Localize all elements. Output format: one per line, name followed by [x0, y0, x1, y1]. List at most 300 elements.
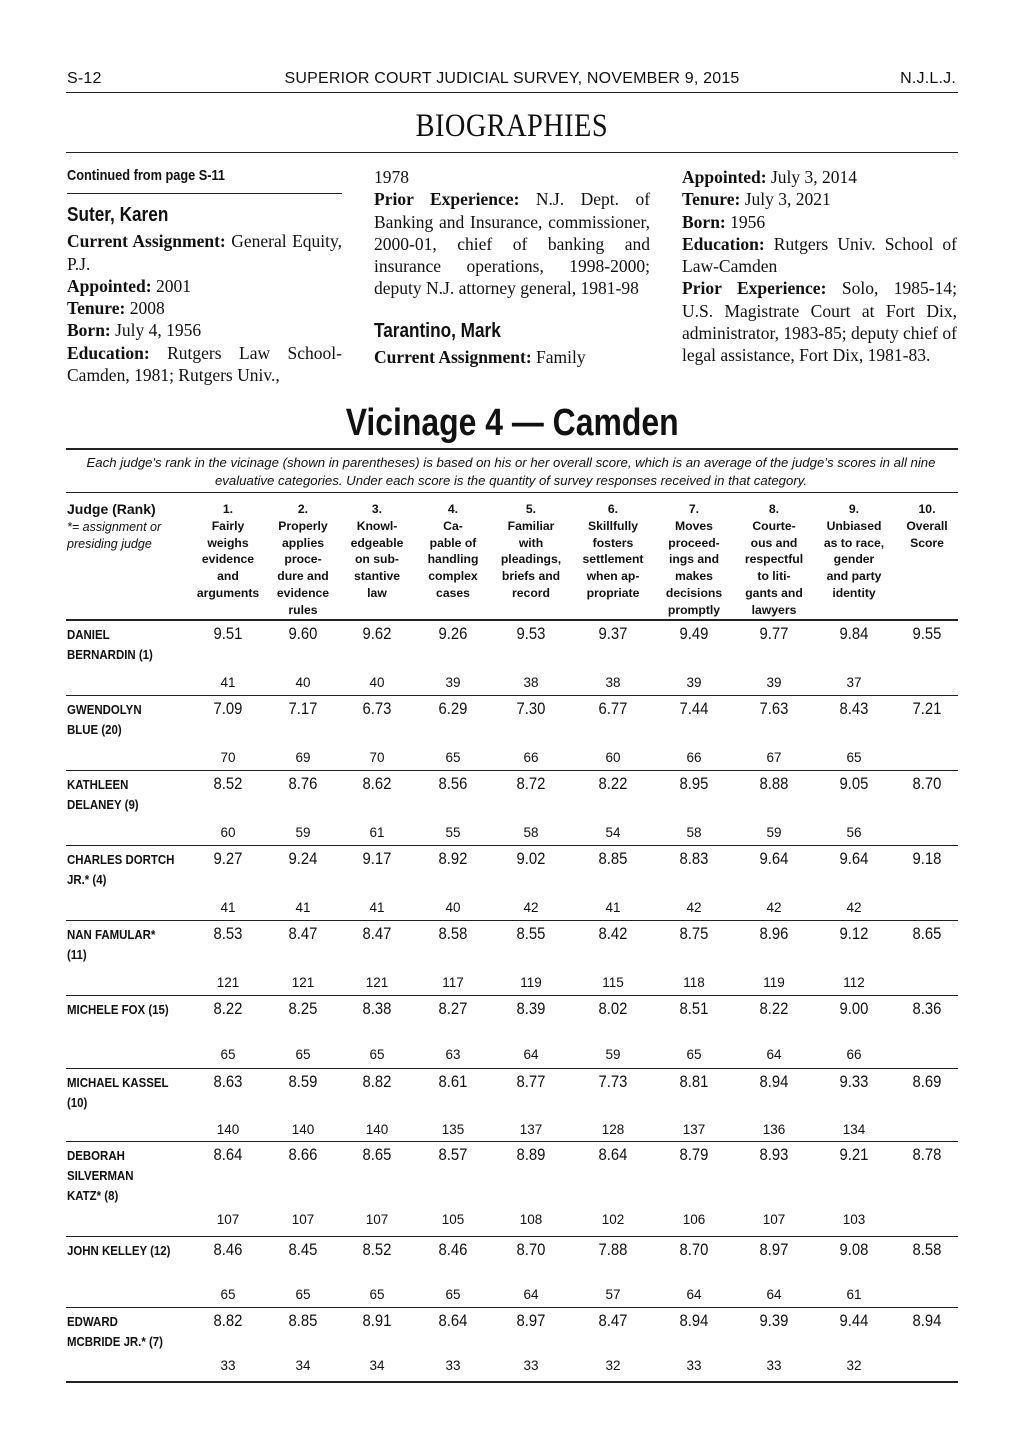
- category-score: 9.12: [839, 925, 869, 943]
- judge-name-line: (11): [67, 947, 87, 962]
- response-count: 134: [842, 1122, 866, 1137]
- response-count: 58: [686, 825, 702, 840]
- response-count: 108: [519, 1212, 543, 1227]
- column-label-line: handling: [427, 552, 479, 567]
- category-score: 8.72: [516, 775, 546, 793]
- category-score: 8.89: [516, 1146, 546, 1164]
- label-tenure: Tenure:: [682, 189, 741, 210]
- row-divider: [66, 1068, 958, 1069]
- column-label-line: fosters: [592, 535, 634, 550]
- publication-name: N.J.L.J.: [900, 70, 956, 87]
- category-score: 8.22: [759, 1000, 789, 1018]
- response-count: 38: [523, 675, 539, 690]
- column-label-line: decisions: [665, 585, 723, 600]
- intro-rule: [66, 492, 958, 493]
- column-label-line: Unbiased: [826, 518, 882, 533]
- column-number: 8.: [768, 502, 780, 516]
- category-score: 8.58: [438, 925, 468, 943]
- response-count: 112: [843, 975, 865, 990]
- response-count: 39: [445, 675, 461, 690]
- response-count: 107: [365, 1212, 389, 1227]
- response-count: 61: [846, 1287, 862, 1302]
- column-label-line: complex: [428, 569, 478, 584]
- table-intro: Each judge's rank in the vicinage (shown in parentheses) is based on his or her overall score, which is an average of the judge’s scores in all nine evaluative categories. Under each score is the quantity of survey responses received in that category.: [86, 455, 936, 488]
- overall-score: 8.70: [912, 775, 942, 793]
- category-score: 8.83: [679, 850, 709, 868]
- column-label-line: respectful: [744, 552, 804, 567]
- category-score: 8.94: [679, 1312, 709, 1330]
- category-score: 8.57: [438, 1146, 468, 1164]
- value-appointed: July 3, 2014: [770, 167, 858, 187]
- value-prior-experience: Solo, 1985-14; U.S. Magistrate Court at Fort Dix, administrator, 1983-85; deputy chief of legal assistance, Fort Dix, 1981-83.: [682, 278, 957, 366]
- response-count: 119: [520, 975, 542, 990]
- category-score: 8.47: [288, 925, 318, 943]
- category-score: 9.60: [288, 625, 318, 643]
- continued-rule: [67, 193, 342, 194]
- response-count: 115: [602, 975, 624, 990]
- judge-name-line: NAN FAMULAR*: [67, 927, 156, 942]
- category-score: 8.42: [598, 925, 628, 943]
- category-score: 9.44: [839, 1312, 869, 1330]
- category-score: 9.27: [213, 850, 243, 868]
- response-count: 38: [605, 675, 621, 690]
- category-score: 8.43: [839, 700, 869, 718]
- label-born: Born:: [67, 320, 111, 341]
- response-count: 63: [445, 1047, 461, 1062]
- row-divider: [66, 1381, 958, 1383]
- column-label-line: cases: [436, 585, 470, 600]
- response-count: 42: [766, 900, 782, 915]
- judge-name: [67, 775, 197, 815]
- category-score: 9.37: [598, 625, 628, 643]
- category-score: 9.21: [839, 1146, 869, 1164]
- label-appointed: Appointed:: [67, 275, 152, 296]
- response-count: 65: [445, 750, 461, 765]
- response-count: 39: [686, 675, 702, 690]
- response-count: 41: [220, 675, 236, 690]
- response-count: 140: [365, 1122, 389, 1137]
- category-score: 8.70: [679, 1241, 709, 1259]
- category-score: 8.47: [362, 925, 392, 943]
- category-score: 8.96: [759, 925, 789, 943]
- column-label-line: on sub-: [354, 552, 399, 567]
- overall-score: 8.36: [912, 1000, 942, 1018]
- label-tenure: Tenure:: [67, 298, 126, 319]
- category-score: 8.88: [759, 775, 789, 793]
- judge-name-line: BLUE (20): [67, 722, 122, 737]
- response-count: 65: [295, 1287, 311, 1302]
- judge-name: [67, 925, 197, 965]
- response-count: 59: [766, 825, 782, 840]
- category-score: 7.09: [213, 700, 243, 718]
- value-appointed: 2001: [155, 275, 191, 296]
- category-score: 9.08: [839, 1241, 869, 1259]
- category-score: 8.76: [288, 775, 318, 793]
- response-count: 65: [846, 750, 862, 765]
- judge-name-line: JOHN KELLEY (12): [67, 1243, 171, 1258]
- category-score: 9.62: [362, 625, 392, 643]
- response-count: 64: [766, 1287, 782, 1302]
- judge-name: [67, 1312, 197, 1352]
- category-score: 8.47: [598, 1312, 628, 1330]
- judge-name-line: MICHELE FOX (15): [67, 1002, 169, 1017]
- column-number: 3.: [371, 502, 383, 516]
- response-count: 57: [605, 1287, 621, 1302]
- column-label-line: when ap-: [586, 569, 640, 584]
- response-count: 59: [605, 1047, 621, 1062]
- category-score: 8.82: [213, 1312, 243, 1330]
- category-score: 8.02: [598, 1000, 628, 1018]
- response-count: 54: [605, 825, 621, 840]
- value-born: 1956: [730, 211, 766, 232]
- response-count: 65: [445, 1287, 461, 1302]
- column-label-line: Moves: [675, 518, 713, 533]
- response-count: 103: [842, 1212, 866, 1227]
- category-score: 6.29: [438, 700, 468, 718]
- category-score: 8.56: [438, 775, 468, 793]
- label-born: Born:: [682, 211, 726, 232]
- column-label-line: settlement: [582, 552, 644, 567]
- label-education: Education:: [682, 233, 765, 254]
- response-count: 37: [846, 675, 862, 690]
- column-label-line: Fairly: [211, 518, 245, 533]
- category-score: 8.65: [362, 1146, 392, 1164]
- judge-name-line: CHARLES DORTCH: [67, 852, 175, 867]
- category-score: 8.46: [438, 1241, 468, 1259]
- column-label-line: Properly: [278, 518, 328, 533]
- category-score: 6.77: [598, 700, 628, 718]
- category-score: 9.26: [438, 625, 468, 643]
- column-number: 5.: [525, 502, 537, 516]
- category-score: 8.22: [598, 775, 628, 793]
- category-score: 9.84: [839, 625, 869, 643]
- column-number: 4.: [447, 502, 459, 516]
- response-count: 32: [605, 1358, 621, 1373]
- running-title: SUPERIOR COURT JUDICIAL SURVEY, NOVEMBER 9, 2015: [284, 70, 740, 87]
- column-label-line: briefs and: [501, 569, 561, 584]
- category-score: 9.02: [516, 850, 546, 868]
- judge-name-line: SILVERMAN: [67, 1168, 134, 1183]
- response-count: 33: [686, 1358, 702, 1373]
- response-count: 140: [216, 1122, 240, 1137]
- response-count: 64: [766, 1047, 782, 1062]
- category-score: 8.52: [213, 775, 243, 793]
- overall-score: 8.78: [912, 1146, 942, 1164]
- judge-name-line: GWENDOLYN: [67, 702, 142, 717]
- judge-column-header: [67, 501, 187, 553]
- bio-column-1: [67, 166, 342, 386]
- category-score: 8.85: [598, 850, 628, 868]
- category-score: 9.53: [516, 625, 546, 643]
- category-score: 8.46: [213, 1241, 243, 1259]
- category-score: 9.64: [839, 850, 869, 868]
- value-education: Rutgers Law School-Camden, 1981; Rutgers Univ.,: [67, 342, 342, 386]
- category-score: 8.61: [438, 1073, 468, 1091]
- response-count: 64: [523, 1047, 539, 1062]
- column-label-line: Knowl-: [356, 518, 398, 533]
- column-label-line: proceed-: [668, 535, 720, 550]
- judge-name-line: (10): [67, 1095, 88, 1110]
- row-divider: [66, 770, 958, 771]
- column-label-line: stantive: [353, 569, 401, 584]
- category-score: 8.91: [362, 1312, 392, 1330]
- label-education: Education:: [67, 342, 150, 363]
- judge-name-line: KATZ* (8): [67, 1188, 119, 1203]
- column-label-line: Overall: [906, 518, 948, 533]
- judge-name-line: KATHLEEN: [67, 777, 129, 792]
- category-score: 9.39: [759, 1312, 789, 1330]
- response-count: 117: [442, 975, 464, 990]
- category-score: 8.92: [438, 850, 468, 868]
- row-divider: [66, 1141, 958, 1142]
- value-born: July 4, 1956: [115, 320, 202, 341]
- column-label-line: Courte-: [752, 518, 796, 533]
- category-score: 8.97: [759, 1241, 789, 1259]
- category-score: 8.97: [516, 1312, 546, 1330]
- response-count: 55: [445, 825, 461, 840]
- response-count: 61: [369, 825, 385, 840]
- column-label-line: record: [512, 585, 550, 600]
- category-score: 8.66: [288, 1146, 318, 1164]
- response-count: 107: [762, 1212, 786, 1227]
- response-count: 119: [763, 975, 785, 990]
- response-count: 41: [369, 900, 385, 915]
- column-label-line: and: [217, 569, 239, 584]
- judge-header-label: Judge (Rank): [67, 501, 156, 517]
- column-label-line: pleadings,: [500, 552, 562, 567]
- bio-year: 1978: [374, 167, 409, 187]
- category-score: 8.77: [516, 1073, 546, 1091]
- column-label-line: to liti-: [757, 569, 791, 584]
- judge-name-line: DEBORAH: [67, 1148, 125, 1163]
- column-label-line: evidence: [276, 585, 330, 600]
- value-education: Rutgers Univ. School of Law-Camden: [682, 233, 958, 277]
- column-label-line: Score: [910, 535, 944, 550]
- judge-name-line: BERNARDIN (1): [67, 647, 153, 662]
- category-score: 8.51: [679, 1000, 709, 1018]
- category-score: 8.63: [213, 1073, 243, 1091]
- category-score: 8.39: [516, 1000, 546, 1018]
- column-label-line: and party: [826, 569, 882, 584]
- category-score: 9.51: [213, 625, 243, 643]
- response-count: 137: [519, 1122, 543, 1137]
- response-count: 33: [445, 1358, 461, 1373]
- response-count: 128: [601, 1122, 625, 1137]
- value-current-assignment: General Equity, P.J.: [67, 231, 342, 274]
- category-score: 8.75: [679, 925, 709, 943]
- response-count: 40: [369, 675, 385, 690]
- continued-note: Continued from page S-11: [67, 167, 225, 184]
- column-number: 6.: [607, 502, 619, 516]
- column-label-line: proce-: [284, 552, 322, 567]
- response-count: 140: [291, 1122, 315, 1137]
- overall-score: 9.18: [912, 850, 942, 868]
- value-current-assignment: Family: [536, 346, 586, 367]
- bio-name-tarantino: Tarantino, Mark: [374, 319, 501, 342]
- response-count: 65: [686, 1047, 702, 1062]
- response-count: 66: [686, 750, 702, 765]
- category-score: 8.59: [288, 1073, 318, 1091]
- vicinage-title: Vicinage 4 — Camden: [345, 402, 679, 444]
- header-rule: [66, 92, 958, 93]
- response-count: 59: [295, 825, 311, 840]
- response-count: 69: [295, 750, 311, 765]
- label-prior-experience: Prior Experience:: [682, 278, 827, 299]
- judge-name-line: EDWARD: [67, 1314, 118, 1329]
- category-score: 9.00: [839, 1000, 869, 1018]
- page-number: S-12: [67, 70, 102, 87]
- table-header-rule: [66, 619, 958, 621]
- value-prior-experience: N.J. Dept. of Banking and Insurance, commissioner, 2000-01, chief of banking and insurance operations, 1998-2000; deputy N.J. attorney general, 1981-98: [374, 189, 651, 299]
- response-count: 121: [291, 975, 315, 990]
- category-score: 7.17: [288, 700, 318, 718]
- column-label-line: edgeable: [350, 535, 404, 550]
- response-count: 40: [445, 900, 461, 915]
- category-score: 8.70: [516, 1241, 546, 1259]
- column-label-line: Skillfully: [587, 518, 639, 533]
- column-label-line: promptly: [667, 602, 721, 617]
- column-number: 9.: [848, 502, 860, 516]
- response-count: 67: [766, 750, 782, 765]
- response-count: 42: [523, 900, 539, 915]
- response-count: 102: [601, 1212, 625, 1227]
- response-count: 33: [523, 1358, 539, 1373]
- response-count: 118: [683, 975, 705, 990]
- response-count: 136: [762, 1122, 786, 1137]
- column-label-line: rules: [288, 602, 318, 617]
- column-header: [879, 501, 975, 551]
- column-label-line: identity: [832, 585, 876, 600]
- column-label-line: evidence: [201, 552, 255, 567]
- column-label-line: ous and: [750, 535, 798, 550]
- category-score: 8.55: [516, 925, 546, 943]
- category-score: 8.64: [438, 1312, 468, 1330]
- judge-name-line: MICHAEL KASSEL: [67, 1075, 169, 1090]
- category-score: 6.73: [362, 700, 392, 718]
- column-label-line: as to race,: [823, 535, 885, 550]
- judge-name: [67, 1241, 197, 1261]
- response-count: 106: [682, 1212, 706, 1227]
- response-count: 135: [441, 1122, 465, 1137]
- category-score: 9.24: [288, 850, 318, 868]
- judge-name: [67, 1073, 197, 1113]
- response-count: 66: [523, 750, 539, 765]
- overall-score: 8.65: [912, 925, 942, 943]
- column-label-line: law: [367, 585, 387, 600]
- response-count: 107: [291, 1212, 315, 1227]
- response-count: 39: [766, 675, 782, 690]
- category-score: 9.77: [759, 625, 789, 643]
- category-score: 7.30: [516, 700, 546, 718]
- response-count: 42: [846, 900, 862, 915]
- column-number: 1.: [222, 502, 234, 516]
- value-tenure: July 3, 2021: [744, 189, 831, 210]
- bio-column-2: [374, 166, 650, 368]
- judge-name: [67, 850, 197, 890]
- response-count: 107: [216, 1212, 240, 1227]
- column-label-line: weighs: [207, 535, 249, 550]
- response-count: 64: [523, 1287, 539, 1302]
- category-score: 7.44: [679, 700, 709, 718]
- category-score: 8.53: [213, 925, 243, 943]
- column-label-line: dure and: [277, 569, 329, 584]
- category-score: 8.85: [288, 1312, 318, 1330]
- column-label-line: arguments: [196, 585, 260, 600]
- response-count: 70: [369, 750, 385, 765]
- response-count: 65: [220, 1047, 236, 1062]
- response-count: 64: [686, 1287, 702, 1302]
- category-score: 8.93: [759, 1146, 789, 1164]
- overall-score: 8.69: [912, 1073, 942, 1091]
- response-count: 65: [220, 1287, 236, 1302]
- judge-header-note: *= assignment or presiding judge: [67, 520, 162, 551]
- response-count: 42: [686, 900, 702, 915]
- category-score: 8.38: [362, 1000, 392, 1018]
- category-score: 8.22: [213, 1000, 243, 1018]
- column-label-line: propriate: [586, 585, 640, 600]
- vicinage-rule: [66, 448, 958, 450]
- category-score: 8.52: [362, 1241, 392, 1259]
- response-count: 33: [220, 1358, 236, 1373]
- column-label-line: gender: [833, 552, 875, 567]
- judge-name: [67, 625, 197, 665]
- judge-name-line: DELANEY (9): [67, 797, 139, 812]
- response-count: 34: [295, 1358, 311, 1373]
- category-score: 8.81: [679, 1073, 709, 1091]
- bio-column-3: [682, 166, 957, 367]
- overall-score: 7.21: [912, 700, 942, 718]
- response-count: 137: [682, 1122, 706, 1137]
- section-rule: [66, 152, 958, 153]
- response-count: 58: [523, 825, 539, 840]
- overall-score: 9.55: [912, 625, 942, 643]
- category-score: 8.94: [759, 1073, 789, 1091]
- column-label-line: pable of: [429, 535, 477, 550]
- category-score: 8.64: [213, 1146, 243, 1164]
- row-divider: [66, 1236, 958, 1237]
- category-score: 8.64: [598, 1146, 628, 1164]
- column-number: 7.: [688, 502, 700, 516]
- bio-name-suter: Suter, Karen: [67, 204, 169, 227]
- response-count: 65: [369, 1287, 385, 1302]
- category-score: 8.79: [679, 1146, 709, 1164]
- judge-name-line: DANIEL: [67, 627, 110, 642]
- category-score: 7.88: [598, 1241, 628, 1259]
- response-count: 65: [295, 1047, 311, 1062]
- section-title: BIOGRAPHIES: [415, 108, 609, 144]
- row-divider: [66, 1307, 958, 1308]
- category-score: 8.45: [288, 1241, 318, 1259]
- category-score: 8.25: [288, 1000, 318, 1018]
- judge-name: [67, 1146, 197, 1206]
- overall-score: 8.94: [912, 1312, 942, 1330]
- column-label-line: gants and: [745, 585, 803, 600]
- response-count: 33: [766, 1358, 782, 1373]
- column-label-line: lawyers: [751, 602, 797, 617]
- response-count: 41: [295, 900, 311, 915]
- response-count: 41: [605, 900, 621, 915]
- column-number: 10.: [918, 502, 936, 516]
- response-count: 70: [220, 750, 236, 765]
- response-count: 121: [216, 975, 240, 990]
- row-divider: [66, 845, 958, 846]
- column-label-line: makes: [675, 569, 713, 584]
- column-number: 2.: [297, 502, 309, 516]
- category-score: 8.82: [362, 1073, 392, 1091]
- label-prior-experience: Prior Experience:: [374, 189, 520, 210]
- category-score: 9.05: [839, 775, 869, 793]
- value-tenure: 2008: [129, 298, 165, 319]
